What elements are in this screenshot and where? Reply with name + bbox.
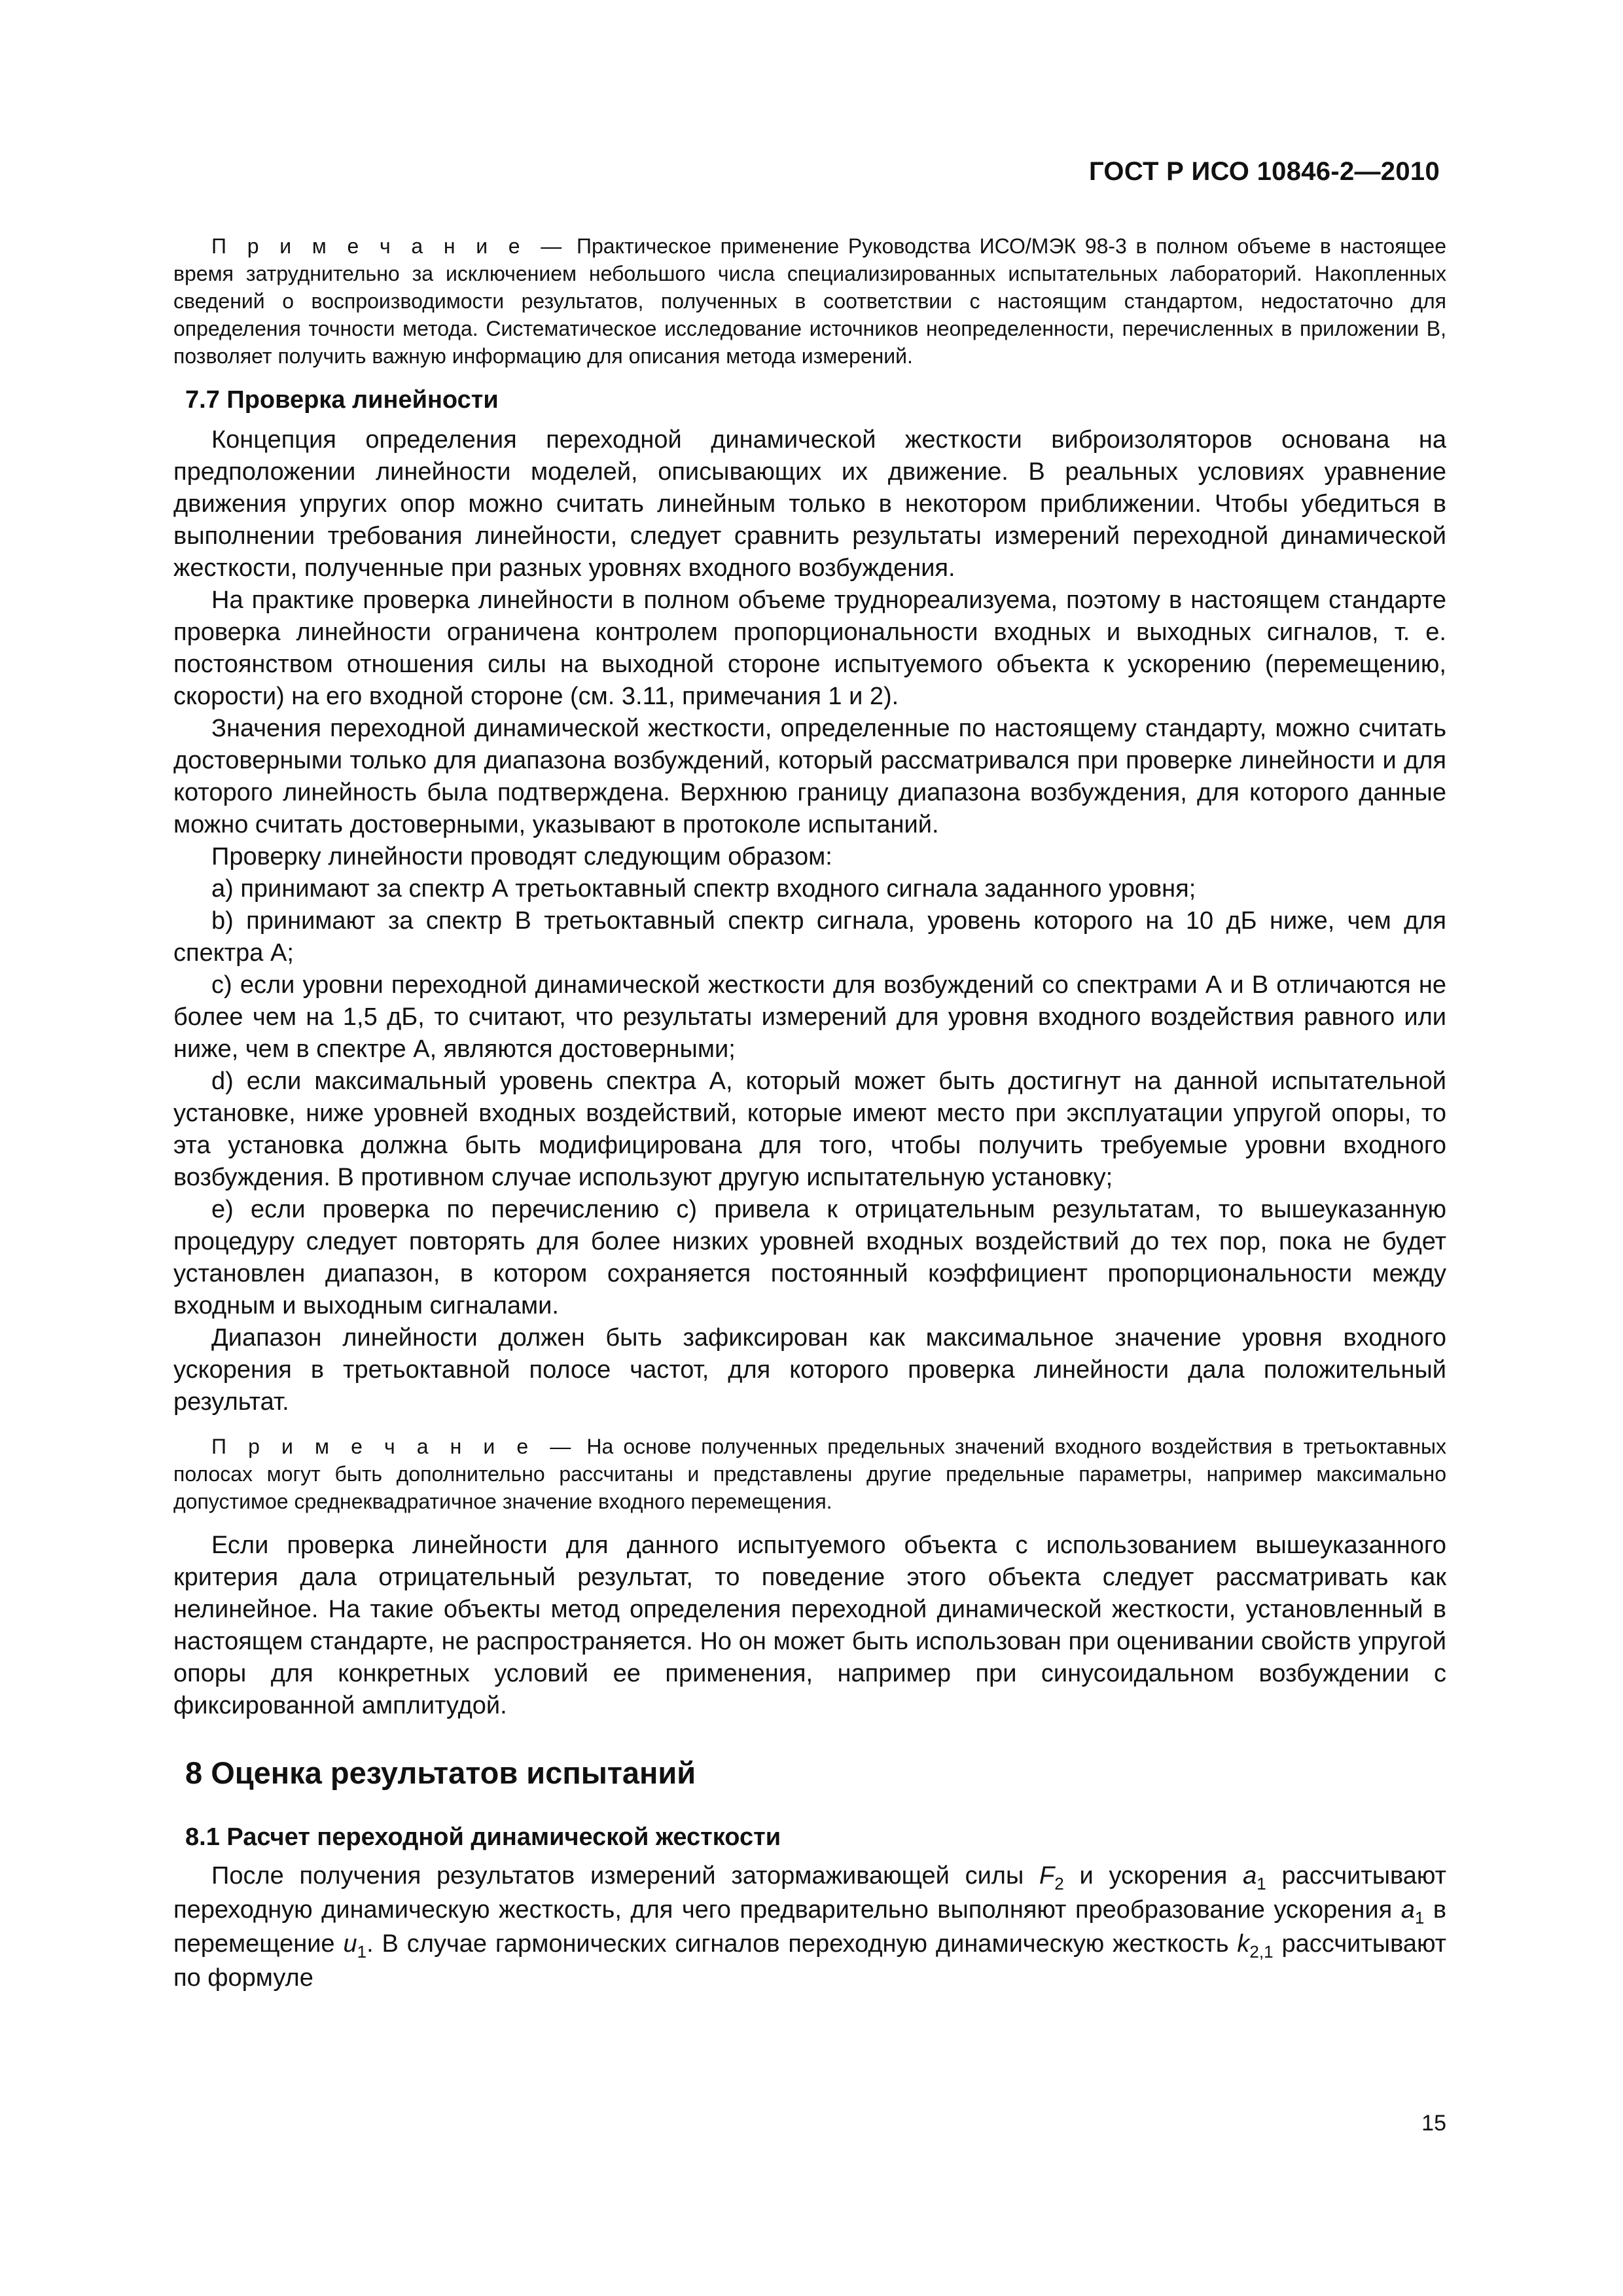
text-run: рассчитывают переходную динамическую жесткость, для чего предварительно выполняют преобразование ускорения — [173, 1862, 1446, 1924]
page-body — [173, 232, 1446, 1994]
document-header: ГОСТ Р ИСО 10846-2—2010 — [1088, 157, 1440, 186]
text-run: в перемещение — [173, 1896, 1447, 1958]
note-1-text: Практическое применение Руководства ИСО/МЭК 98-3 в полном объеме в настоящее время затруднительно за исключением небольшого числа специализированных испытательных лабораторий. Накопленных сведений о воспроизводимости результатов, полученных в соответствии с настоящим стандартом, недостаточно для определения точности метода. Систематическое исследование источников неопределенности, перечисленных в приложении В, позволяет получить важную информацию для описания метода измерений. — [173, 234, 1447, 368]
force-symbol — [1039, 1862, 1064, 1893]
force-letter: F — [1039, 1862, 1055, 1890]
list-item: e) если проверка по перечислению с) привела к отрицательным результатам, то вышеуказанную процедуру следует повторять для более низких уровней входных воздействий до тех пор, пока не будет установлен диапазон, в котором сохраняется постоянный коэффициент пропорциональности между входным и выходным сигналами. — [173, 1196, 1446, 1319]
text-run: После получения результатов измерений затормаживающей силы — [211, 1862, 1024, 1890]
note-2-text: На основе полученных предельных значений входного воздействия в третьоктавных полосах могут быть дополнительно рассчитаны и представлены другие предельные параметры, например максимально допустимое среднеквадратичное значение входного перемещения. — [173, 1435, 1447, 1513]
acceleration-index: 1 — [1414, 1908, 1425, 1928]
acceleration-symbol — [1400, 1896, 1425, 1928]
acceleration-index: 1 — [1257, 1874, 1266, 1893]
text-run: рассчитывают по формуле — [173, 1930, 1447, 1992]
list-item: b) принимают за спектр В третьоктавный спектр сигнала, уровень которого на 10 дБ ниже, чем для спектра А; — [173, 907, 1446, 967]
page-number: 15 — [1421, 2111, 1446, 2136]
stiffness-letter: k — [1237, 1930, 1250, 1958]
section-8-heading: 8 Оценка результатов испытаний — [185, 1755, 696, 1790]
text-run: и ускорения — [1079, 1862, 1228, 1890]
displacement-symbol — [343, 1930, 367, 1962]
note-1-label: П р и м е ч а н и е — — [211, 234, 568, 258]
list-item: а) принимают за спектр А третьоктавный спектр входного сигнала заданного уровня; — [211, 875, 1196, 903]
list-item: c) если уровни переходной динамической жесткости для возбуждений со спектрами А и В отличаются не более чем на 1,5 дБ, то считают, что результаты измерений для уровня входного воздействия равного или ниже, чем в спектре А, являются достоверными; — [173, 971, 1446, 1063]
linearity-range-paragraph: Диапазон линейности должен быть зафиксирован как максимальное значение уровня входного ускорения в третьоктавной полосе частот, для которого проверка линейности дала положительный результат. — [173, 1324, 1446, 1416]
displacement-letter: u — [343, 1930, 357, 1958]
text-run: . В случае гармонических сигналов переходную динамическую жесткость — [366, 1930, 1229, 1958]
note-2-label: П р и м е ч а н и е — — [211, 1435, 577, 1458]
acceleration-symbol — [1243, 1862, 1266, 1893]
paragraph: Значения переходной динамической жесткости, определенные по настоящему стандарту, можно считать достоверными только для диапазона возбуждений, который рассматривался при проверке линейности и для которого линейность была подтверждена. Верхнюю границу диапазона возбуждения, для которого данные можно считать достоверными, указывают в протоколе испытаний. — [173, 715, 1446, 838]
stiffness-index: 2,1 — [1249, 1942, 1274, 1962]
note-2 — [173, 1433, 1446, 1515]
force-index: 2 — [1054, 1874, 1064, 1893]
nonlinear-paragraph: Если проверка линейности для данного испытуемого объекта с использованием вышеуказанного критерия дала отрицательный результат, то поведение этого объекта следует рассматривать как нелинейное. На такие объекты метод определения переходной динамической жесткости, установленный в настоящем стандарте, не распространяется. Но он может быть использован при оценивании свойств упругой опоры для конкретных условий ее применения, например при синусоидальном возбуждении с фиксированной амплитудой. — [173, 1532, 1446, 1719]
acceleration-letter: a — [1243, 1862, 1257, 1890]
note-1 — [173, 232, 1446, 370]
displacement-index: 1 — [357, 1942, 367, 1962]
section-8-1-heading: 8.1 Расчет переходной динамической жесткости — [185, 1823, 781, 1851]
acceleration-letter: a — [1400, 1896, 1415, 1924]
paragraph: Проверку линейности проводят следующим образом: — [211, 843, 832, 870]
calculation-paragraph — [173, 1860, 1446, 1994]
section-7-7-heading: 7.7 Проверка линейности — [185, 386, 499, 414]
paragraph: На практике проверка линейности в полном объеме труднореализуема, поэтому в настоящем стандарте проверка линейности ограничена контролем пропорциональности входных и выходных сигналов, т. е. постоянством отношения силы на выходной стороне испытуемого объекта к ускорению (перемещению, скорости) на его входной стороне (см. 3.11, примечания 1 и 2). — [173, 586, 1446, 710]
stiffness-symbol — [1237, 1930, 1274, 1962]
list-item: d) если максимальный уровень спектра А, который может быть достигнут на данной испытательной установке, ниже уровней входных воздействий, которые имеют место при эксплуатации упругой опоры, то эта установка должна быть модифицирована для того, чтобы получить требуемые уровни входного возбуждения. В противном случае используют другую испытательную установку; — [173, 1067, 1446, 1191]
paragraph: Концепция определения переходной динамической жесткости виброизоляторов основана на предположении линейности моделей, описывающих их движение. В реальных условиях уравнение движения упругих опор можно считать линейным только в некотором приближении. Чтобы убедиться в выполнении требования линейности, следует сравнить результаты измерений переходной динамической жесткости, полученные при разных уровнях входного возбуждения. — [173, 426, 1446, 582]
